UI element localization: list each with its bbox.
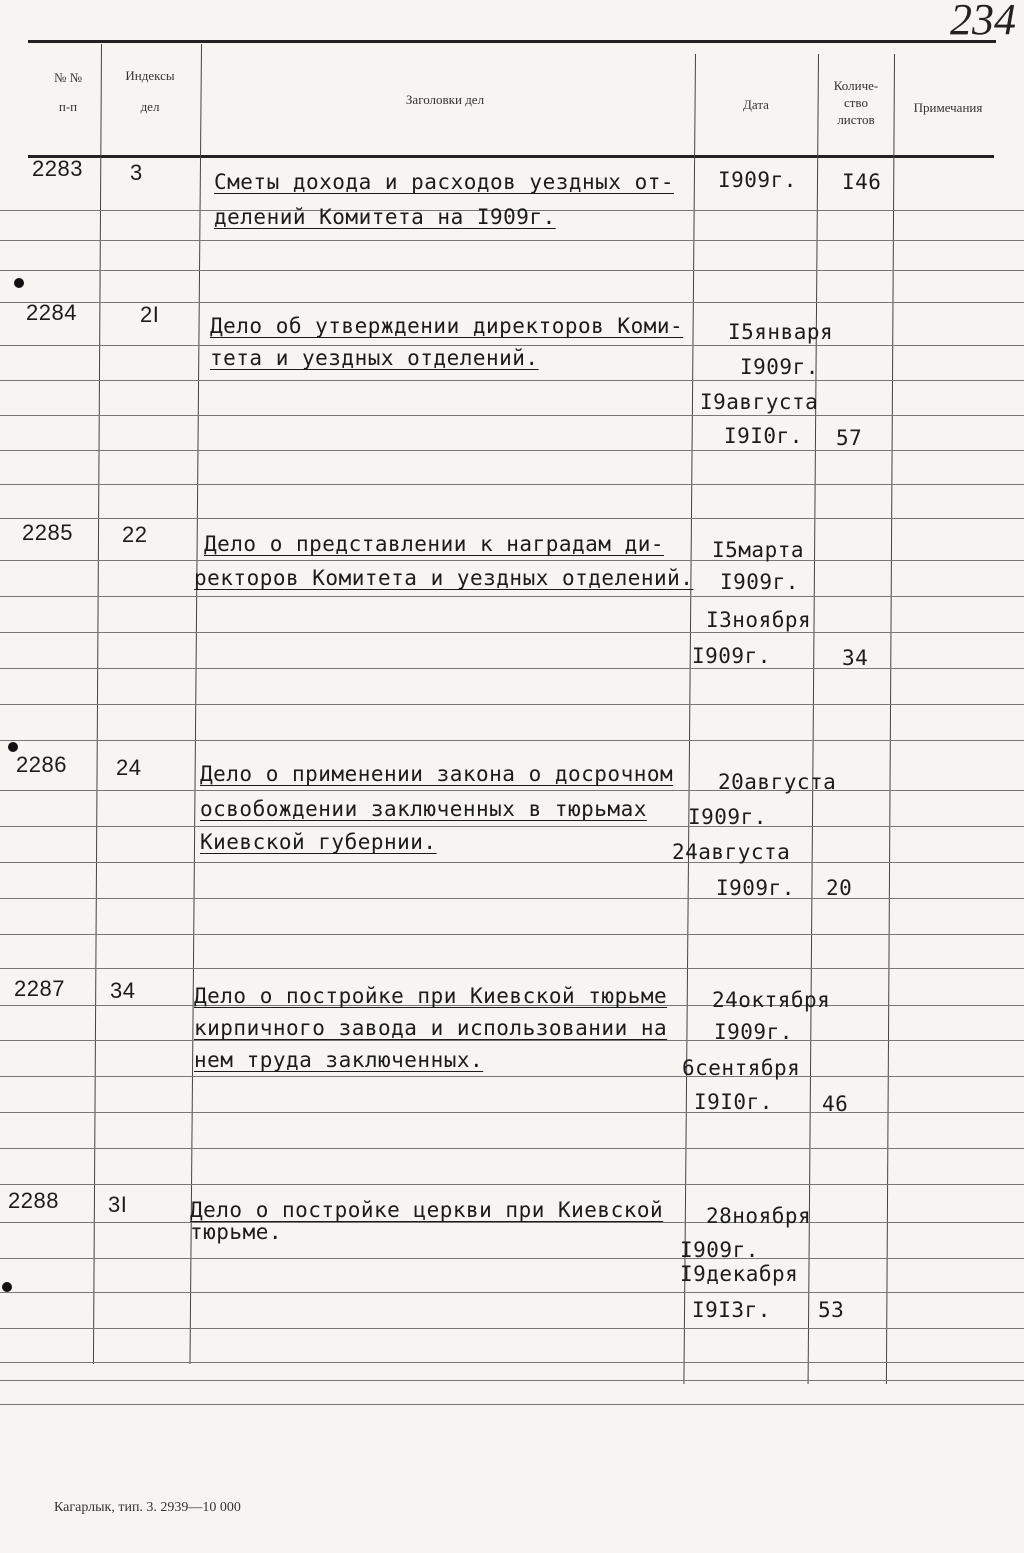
- row-date: I909г.: [740, 355, 819, 379]
- row-number: 2286: [16, 752, 67, 777]
- row-sheet-count: 46: [822, 1092, 849, 1116]
- rule: [0, 632, 1024, 633]
- rule: [0, 1184, 1024, 1185]
- rule: [0, 1258, 1024, 1259]
- rule: [0, 518, 1024, 519]
- rule: [0, 450, 1024, 451]
- punch-hole-mark: [8, 742, 18, 752]
- row-sheet-count: 20: [826, 876, 853, 900]
- rule: [0, 1362, 1024, 1363]
- row-title-line: нем труда заключенных.: [194, 1048, 484, 1072]
- rule: [0, 862, 1024, 863]
- rule: [0, 1112, 1024, 1113]
- rule: [0, 1076, 1024, 1077]
- row-date: 24октября: [712, 988, 831, 1012]
- row-date: I9декабря: [680, 1262, 799, 1286]
- rule: [0, 484, 1024, 485]
- rule: [0, 1380, 1024, 1381]
- row-index: 22: [122, 522, 148, 547]
- rule: [0, 934, 1024, 935]
- page-number-stamp: 234: [950, 0, 1016, 44]
- rule: [0, 826, 1024, 827]
- row-title-line: освобождении заключенных в тюрьмах: [200, 797, 647, 821]
- header-bottom-rule: [28, 155, 994, 158]
- rule: [0, 415, 1024, 416]
- rule: [0, 898, 1024, 899]
- rule: [0, 968, 1024, 969]
- row-title-line: тюрьме.: [190, 1220, 283, 1244]
- row-title-line: Дело о постройке при Киевской тюрьме: [194, 984, 668, 1008]
- rule: [0, 240, 1024, 241]
- row-date: 20августа: [718, 770, 837, 794]
- row-title-line: Дело о представлении к наградам ди-: [204, 532, 665, 556]
- row-title-line: кирпичного завода и использовании на: [194, 1016, 668, 1040]
- rule: [0, 1222, 1024, 1223]
- header-top-rule: [28, 40, 996, 43]
- row-date: I909г.: [692, 644, 771, 668]
- row-title-line: делений Комитета на I909г.: [214, 205, 556, 229]
- row-date: I909г.: [720, 570, 799, 594]
- row-title-line: Дело о применении закона о досрочном: [200, 762, 674, 786]
- row-date: 6сентября: [682, 1056, 801, 1080]
- row-index: 34: [110, 978, 136, 1003]
- row-date: I909г.: [716, 876, 795, 900]
- row-date: I909г.: [714, 1020, 793, 1044]
- punch-hole-mark: [14, 278, 24, 288]
- rule: [0, 1148, 1024, 1149]
- rule: [0, 668, 1024, 669]
- header-col-index: Индексы дел: [125, 68, 175, 114]
- rule: [0, 1404, 1024, 1405]
- rule: [0, 1292, 1024, 1293]
- row-title-line: ректоров Комитета и уездных отделений.: [194, 566, 694, 590]
- row-sheet-count: 53: [818, 1298, 845, 1322]
- row-title-line: Сметы дохода и расходов уездных от-: [214, 170, 675, 194]
- rule: [0, 560, 1024, 561]
- rule: [0, 740, 1024, 741]
- rule: [0, 596, 1024, 597]
- row-date: I909г.: [718, 168, 797, 192]
- rule: [0, 270, 1024, 271]
- row-date: I9августа: [700, 390, 819, 414]
- row-title-line: Дело о постройке церкви при Киевской: [190, 1198, 664, 1222]
- row-date: I3ноября: [706, 608, 812, 632]
- row-date: I9I0г.: [694, 1090, 773, 1114]
- row-sheet-count: 34: [842, 646, 869, 670]
- row-sheet-count: 57: [836, 426, 863, 450]
- row-title-line: тета и уездных отделений.: [210, 346, 539, 370]
- header-col-notes: Примечания: [913, 100, 983, 115]
- header-col-number: № № п-п: [53, 70, 83, 114]
- punch-hole-mark: [2, 1282, 12, 1292]
- row-date: I909г.: [680, 1238, 759, 1262]
- row-title-line: Дело об утверждении директоров Коми-: [210, 314, 684, 338]
- row-number: 2285: [22, 520, 73, 545]
- row-index: 24: [116, 755, 142, 780]
- row-index: 2I: [140, 302, 160, 327]
- rule: [0, 1040, 1024, 1041]
- printer-imprint: Кагарлык, тип. 3. 2939—10 000: [54, 1500, 241, 1515]
- row-date: I5января: [728, 320, 834, 344]
- row-index: 3I: [108, 1192, 128, 1217]
- rule: [0, 790, 1024, 791]
- row-date: I5марта: [712, 538, 805, 562]
- header-col-title: Заголовки дел: [405, 92, 485, 107]
- rule: [0, 704, 1024, 705]
- row-date: I9I3г.: [692, 1298, 771, 1322]
- header-col-date: Дата: [743, 97, 769, 112]
- row-number: 2283: [32, 156, 83, 181]
- row-title-line: Киевской губернии.: [200, 830, 437, 854]
- rule: [0, 380, 1024, 381]
- row-sheet-count: I46: [842, 170, 882, 194]
- row-date: I909г.: [688, 805, 767, 829]
- row-number: 2288: [8, 1188, 59, 1213]
- row-number: 2287: [14, 976, 65, 1001]
- row-date: 28ноября: [706, 1204, 812, 1228]
- row-number: 2284: [26, 300, 77, 325]
- row-date: 24августа: [672, 840, 791, 864]
- row-date: I9I0г.: [724, 424, 803, 448]
- header-col-count: Количе- ство листов: [833, 78, 879, 127]
- rule: [0, 1328, 1024, 1329]
- row-index: 3: [130, 160, 143, 185]
